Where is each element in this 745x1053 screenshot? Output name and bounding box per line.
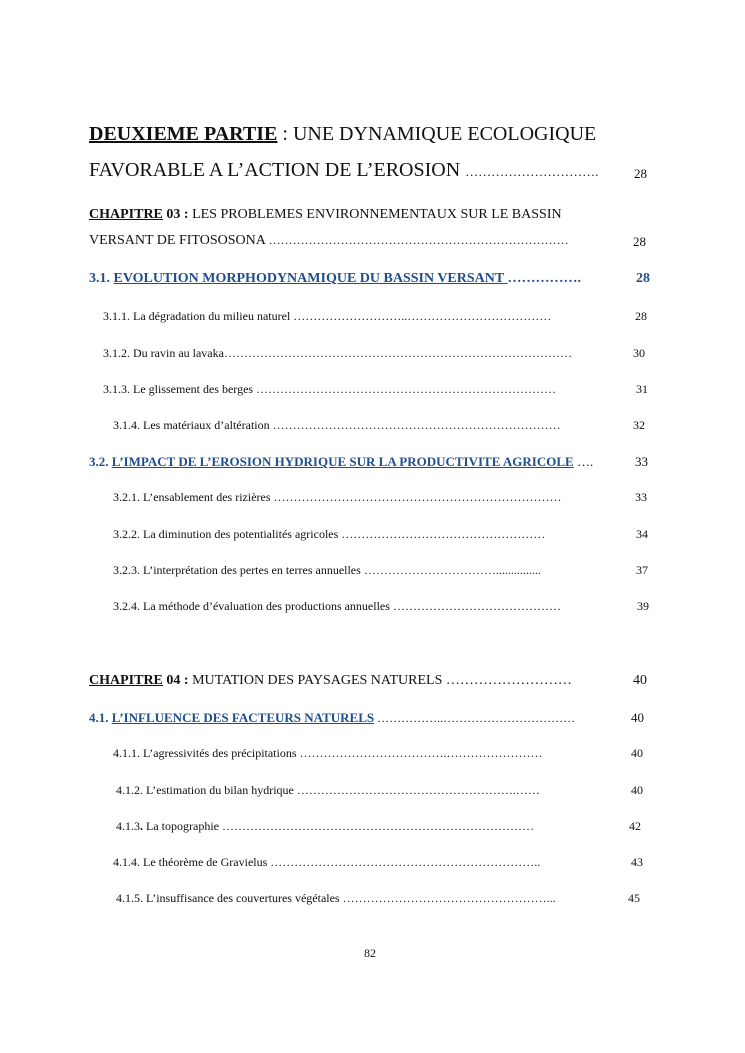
part-title-line	[89, 123, 596, 146]
s314-text: 3.1.4. Les matériaux d’altération	[113, 418, 273, 432]
s323-page: 37	[636, 563, 648, 577]
s414-line	[113, 855, 540, 870]
s31-line	[89, 271, 581, 287]
s31-dots: …………….	[507, 271, 581, 286]
s322-text: 3.2.2. La diminution des potentialités agricoles	[113, 527, 342, 541]
s412-line	[116, 783, 540, 798]
s314-line	[113, 418, 561, 433]
ch03-page: 28	[633, 234, 646, 249]
ch03-line1	[89, 207, 562, 223]
s323-text: 3.2.3. L’interprétation des pertes en terres annuelles	[113, 563, 364, 577]
s32-line	[89, 454, 593, 470]
s324-dots: ……………………………………	[392, 599, 561, 613]
s413-dots: ……………………………………………………………………	[221, 819, 534, 833]
s413-text: La topographie	[143, 819, 222, 833]
s313-dots: …………………………………………………………………	[256, 382, 557, 396]
s41-dots: ……………..……………………………	[374, 711, 576, 725]
s41-title: L’INFLUENCE DES FACTEURS NATURELS	[111, 710, 375, 725]
part-title-rest: : UNE DYNAMIQUE ECOLOGIQUE	[277, 123, 597, 145]
ch04-page: 40	[633, 673, 647, 688]
s321-dots: ………………………………………………………………	[273, 490, 562, 504]
s322-page: 34	[636, 527, 648, 541]
s415-line	[116, 891, 556, 906]
s415-dots: ……………………………………………...	[342, 891, 556, 905]
s321-text: 3.2.1. L’ensablement des rizières	[113, 490, 274, 504]
part-title-line2	[89, 159, 598, 182]
s411-dots: ……………………………….……………………	[299, 746, 543, 760]
s311-line	[103, 309, 551, 324]
s311-dots: ………………………..………………………………	[293, 309, 552, 323]
s32-dots: ….	[573, 454, 594, 469]
s31-title: EVOLUTION MORPHODYNAMIQUE DU BASSIN VERSANT	[113, 271, 508, 286]
s413-dot: .	[140, 819, 143, 833]
s414-dots: …………………………………………………………..	[270, 855, 541, 869]
s41-num: 4.1.	[89, 710, 112, 725]
s414-text: 4.1.4. Le théorème de Gravielus	[113, 855, 271, 869]
s31-page: 28	[636, 271, 650, 286]
part-dots: ………………………….	[465, 164, 599, 179]
s311-page: 28	[635, 309, 647, 323]
s324-text: 3.2.4. La méthode d’évaluation des productions annuelles	[113, 599, 393, 613]
s415-page: 45	[628, 891, 640, 905]
ch03-title: LES PROBLEMES ENVIRONNEMENTAUX SUR LE BASSIN	[188, 207, 562, 222]
ch04-line	[89, 673, 572, 689]
s312-text: 3.1.2. Du ravin au lavaka	[103, 346, 224, 360]
ch04-label: CHAPITRE	[89, 673, 163, 688]
part-title-text2: FAVORABLE A L’ACTION DE L’EROSION	[89, 159, 461, 181]
s312-page: 30	[633, 346, 645, 360]
s415-text: 4.1.5. L’insuffisance des couvertures végétales	[116, 891, 343, 905]
s411-line	[113, 746, 543, 761]
ch03-title2: VERSANT DE FITOSOSONA	[89, 233, 266, 248]
ch04-num: 04 :	[162, 673, 189, 688]
ch03-line2	[89, 233, 569, 249]
s411-text: 4.1.1. L’agressivités des précipitations	[113, 746, 300, 760]
s41-page: 40	[631, 710, 644, 725]
ch03-dots: …………………………………………………………………	[268, 233, 569, 247]
s412-text: 4.1.2. L’estimation du bilan hydrique	[116, 783, 297, 797]
s312-line	[103, 346, 572, 361]
s322-line	[113, 527, 545, 542]
ch03-label: CHAPITRE	[89, 207, 163, 222]
s32-num: 3.2.	[89, 454, 112, 469]
s413-num: 4.1.3	[116, 819, 140, 833]
s321-page: 33	[635, 490, 647, 504]
s321-line	[113, 490, 562, 505]
s32-page: 33	[635, 454, 648, 469]
s322-dots: ……………………………………………	[341, 527, 546, 541]
s32-title: L’IMPACT DE L’EROSION HYDRIQUE SUR LA PRODUCTIVITE AGRICOLE	[111, 454, 574, 469]
s411-page: 40	[631, 746, 643, 760]
s314-page: 32	[633, 418, 645, 432]
s41-line	[89, 710, 575, 726]
footer-page-number: 82	[364, 946, 376, 960]
ch03-num: 03 :	[162, 207, 189, 222]
s313-line	[103, 382, 556, 397]
ch04-title: MUTATION DES PAYSAGES NATURELS	[188, 673, 446, 688]
s412-page: 40	[631, 783, 643, 797]
s324-page: 39	[637, 599, 649, 613]
s413-line	[116, 819, 534, 834]
s412-dots: ……………………………………………….……	[296, 783, 540, 797]
s311-text: 3.1.1. La dégradation du milieu naturel	[103, 309, 294, 323]
ch04-dots: ………………………	[445, 673, 572, 688]
part-page: 28	[634, 166, 647, 181]
part-title-bold: DEUXIEME PARTIE	[89, 123, 278, 145]
s31-num: 3.1.	[89, 271, 114, 286]
s323-line	[113, 563, 541, 578]
s313-page: 31	[636, 382, 648, 396]
s313-text: 3.1.3. Le glissement des berges	[103, 382, 257, 396]
s324-line	[113, 599, 561, 614]
s314-dots: ………………………………………………………………	[272, 418, 561, 432]
s414-page: 43	[631, 855, 643, 869]
s323-dots: ……………………………...............	[363, 563, 541, 577]
s312-dots: ……………………………………………………………………………	[223, 346, 572, 360]
s413-page: 42	[629, 819, 641, 833]
